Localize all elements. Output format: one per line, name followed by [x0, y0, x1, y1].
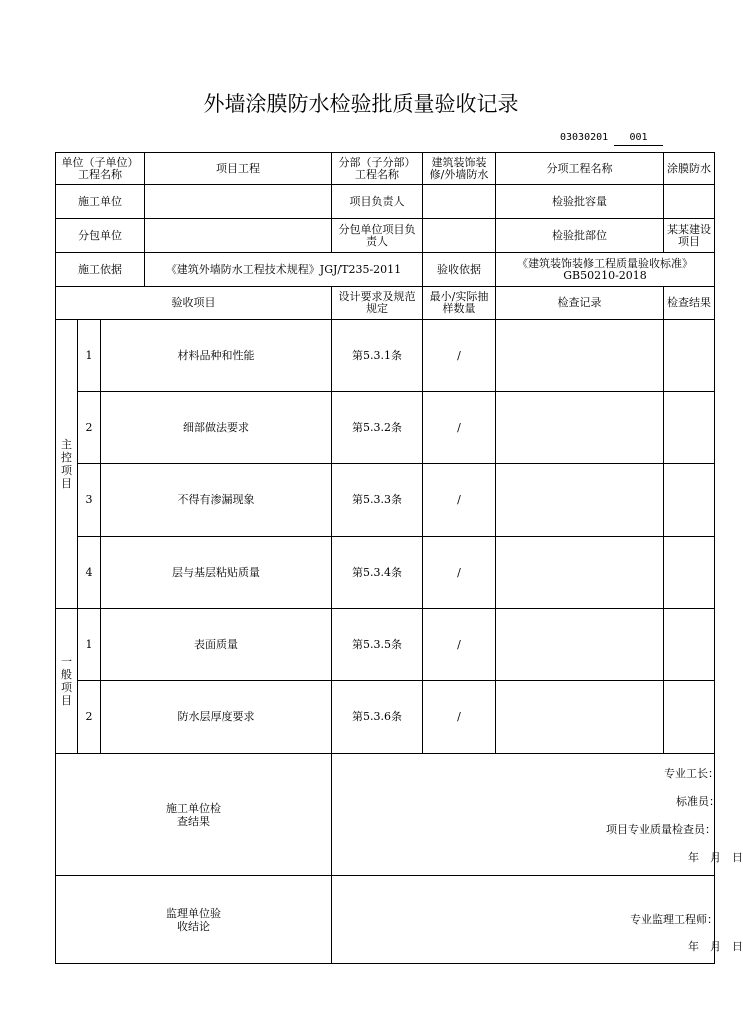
standard-officer-label: 标准员： — [676, 795, 720, 808]
constructor-label: 施工单位 — [56, 185, 145, 219]
col-result-header: 检查结果 — [664, 287, 715, 320]
table-row — [56, 320, 715, 392]
quality-inspector-label: 项目专业质量检查员： — [606, 823, 716, 836]
general-group-label: 一般项目 — [61, 655, 72, 707]
row-record[interactable] — [496, 464, 664, 537]
col-sample-header: 最小/实际抽样数量 — [423, 287, 496, 320]
col-record-header: 检查记录 — [496, 287, 664, 320]
row-result[interactable] — [664, 609, 715, 681]
row-number: 2 — [78, 681, 101, 754]
row-clause: 第5.3.6条 — [332, 681, 423, 754]
sub-pm-value[interactable] — [423, 219, 496, 253]
row-number: 2 — [78, 392, 101, 464]
batch-capacity-label: 检验批容量 — [496, 185, 664, 219]
row-item-name: 层与基层粘贴质量 — [101, 537, 332, 609]
row-sample[interactable]: / — [423, 320, 496, 392]
row-item-name: 材料品种和性能 — [101, 320, 332, 392]
construction-basis-label: 施工依据 — [56, 253, 145, 287]
constructor-value[interactable] — [145, 185, 332, 219]
row-clause: 第5.3.3条 — [332, 464, 423, 537]
supervision-date: 年 月 日 — [688, 940, 743, 953]
supervision-label: 监理单位验收结论 — [166, 906, 221, 933]
inspection-form — [55, 152, 743, 964]
row-sample[interactable]: / — [423, 537, 496, 609]
subdivision-value[interactable]: 建筑装饰装修/外墙防水 — [423, 153, 496, 185]
unit-name-value[interactable]: 项目工程 — [145, 153, 332, 185]
table-row — [56, 681, 715, 754]
col-item-header: 验收项目 — [56, 287, 332, 320]
row-record[interactable] — [496, 320, 664, 392]
row-sample[interactable]: / — [423, 392, 496, 464]
construction-basis-value[interactable]: 《建筑外墙防水工程技术规程》JGJ/T235-2011 — [145, 253, 423, 287]
row-clause: 第5.3.4条 — [332, 537, 423, 609]
row-record[interactable] — [496, 392, 664, 464]
supervision-signature-area[interactable] — [332, 876, 743, 964]
row-clause: 第5.3.2条 — [332, 392, 423, 464]
project-manager-label: 项目负责人 — [332, 185, 423, 219]
row-result[interactable] — [664, 537, 715, 609]
project-manager-value[interactable] — [423, 185, 496, 219]
subitem-value[interactable]: 涂膜防水 — [664, 153, 715, 185]
main-group-cell — [56, 320, 78, 609]
table-row — [56, 464, 715, 537]
supervising-engineer-label: 专业监理工程师： — [630, 913, 718, 926]
acceptance-basis-label: 验收依据 — [423, 253, 496, 287]
subdivision-label: 分部（子分部）工程名称 — [332, 153, 423, 185]
unit-name-label: 单位（子单位）工程名称 — [56, 153, 145, 185]
supervision-cell — [56, 876, 332, 964]
page-title: 外墙涂膜防水检验批质量验收记录 — [203, 92, 519, 116]
row-record[interactable] — [496, 537, 664, 609]
row-sample[interactable]: / — [423, 464, 496, 537]
foreman-label: 专业工长： — [664, 767, 719, 780]
row-clause: 第5.3.1条 — [332, 320, 423, 392]
subcontractor-label: 分包单位 — [56, 219, 145, 253]
code-prefix: 03030201 — [560, 132, 609, 143]
row-item-name: 细部做法要求 — [101, 392, 332, 464]
batch-location-label: 检验批部位 — [496, 219, 664, 253]
row-item-name: 防水层厚度要求 — [101, 681, 332, 754]
row-number: 3 — [78, 464, 101, 537]
main-group-label: 主控项目 — [61, 438, 72, 490]
construction-check-label: 施工单位检查结果 — [166, 801, 221, 828]
row-result[interactable] — [664, 464, 715, 537]
construction-date: 年 月 日 — [688, 851, 743, 864]
row-result[interactable] — [664, 320, 715, 392]
row-record[interactable] — [496, 609, 664, 681]
construction-signature-area[interactable] — [332, 754, 743, 876]
row-number: 4 — [78, 537, 101, 609]
batch-location-value[interactable]: 某某建设项目 — [664, 219, 715, 253]
row-item-name: 表面质量 — [101, 609, 332, 681]
row-item-name: 不得有渗漏现象 — [101, 464, 332, 537]
code-number: 001 — [614, 132, 663, 146]
subcontractor-value[interactable] — [145, 219, 332, 253]
table-row — [56, 537, 715, 609]
row-sample[interactable]: / — [423, 681, 496, 754]
row-sample[interactable]: / — [423, 609, 496, 681]
row-clause: 第5.3.5条 — [332, 609, 423, 681]
row-number: 1 — [78, 609, 101, 681]
row-number: 1 — [78, 320, 101, 392]
general-group-cell — [56, 609, 78, 754]
table-row — [56, 609, 715, 681]
acceptance-basis-value[interactable]: 《建筑装饰装修工程质量验收标准》GB50210-2018 — [496, 253, 715, 287]
batch-capacity-value[interactable] — [664, 185, 715, 219]
sub-pm-label: 分包单位项目负责人 — [332, 219, 423, 253]
col-design-header: 设计要求及规范规定 — [332, 287, 423, 320]
table-row — [56, 392, 715, 464]
record-code — [560, 131, 663, 147]
row-result[interactable] — [664, 392, 715, 464]
subitem-label: 分项工程名称 — [496, 153, 664, 185]
construction-check-cell — [56, 754, 332, 876]
row-record[interactable] — [496, 681, 664, 754]
row-result[interactable] — [664, 681, 715, 754]
